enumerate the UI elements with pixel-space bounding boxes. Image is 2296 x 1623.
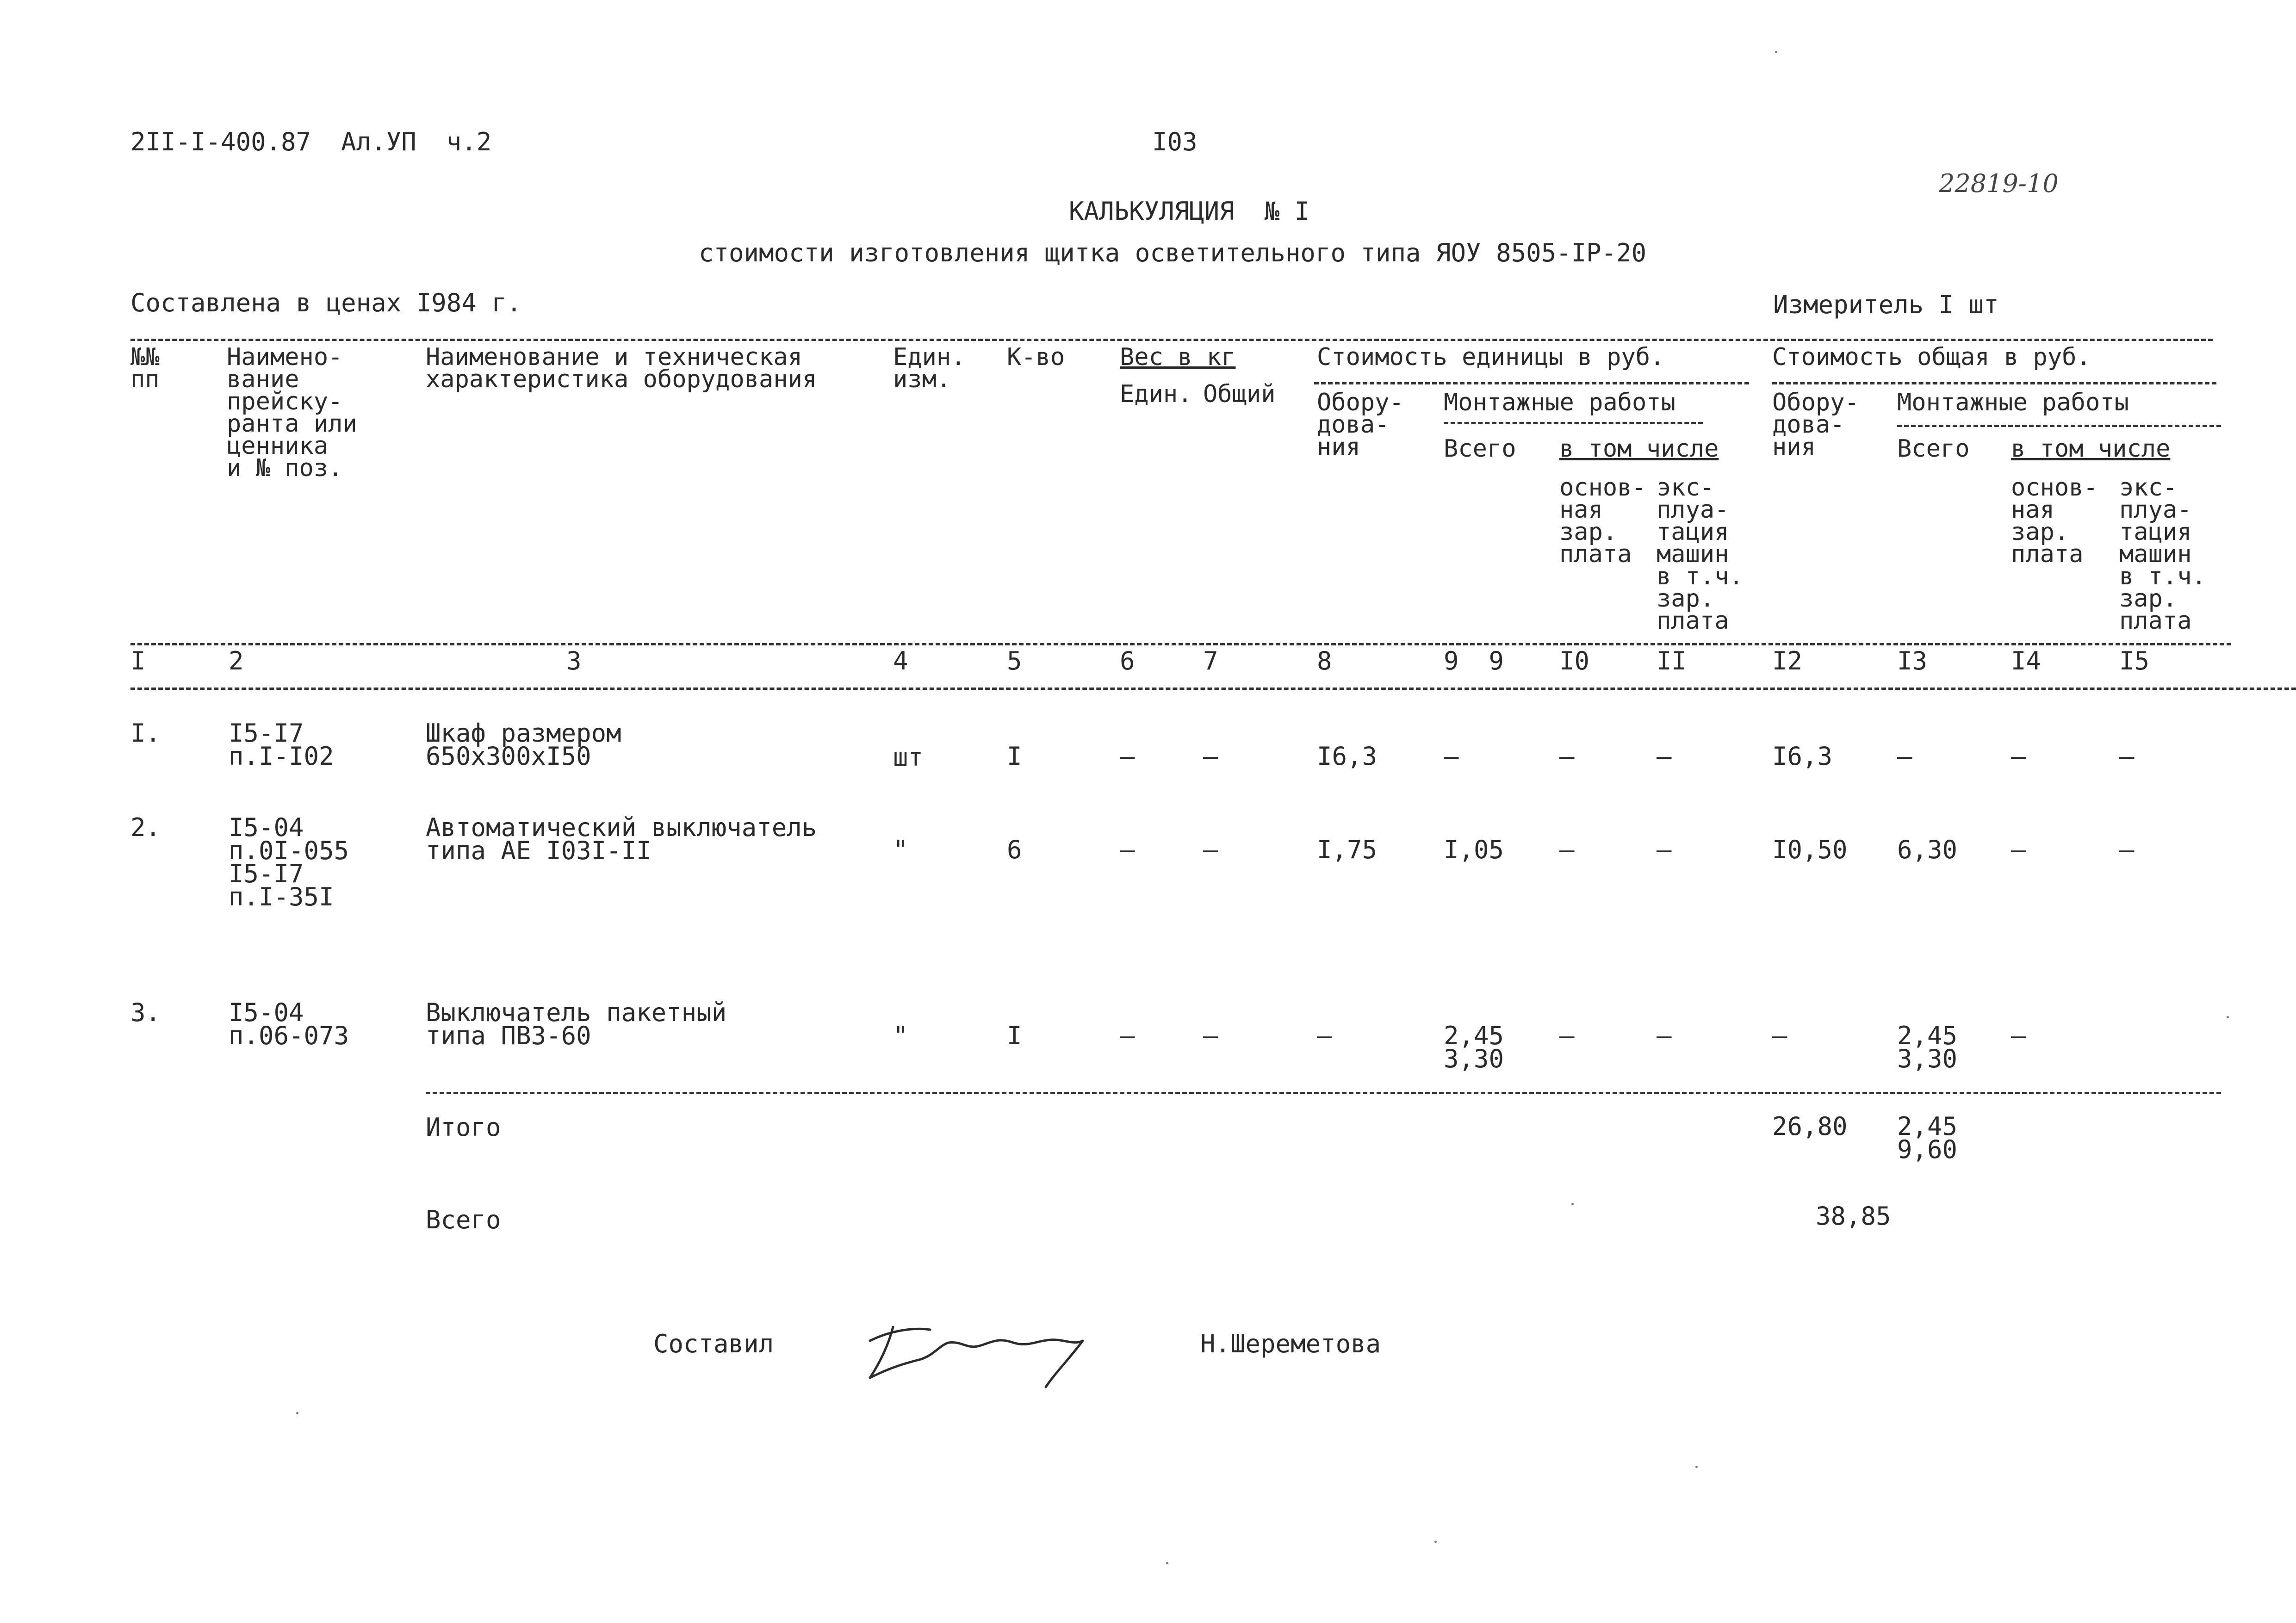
row-pricelist-ref: I5-04 п.0I-055 I5-I7 п.I-35I bbox=[229, 813, 349, 911]
row-equipment-name: Автоматический выключатель типа АЕ I03I-II bbox=[426, 813, 817, 865]
column-number: 8 bbox=[1317, 646, 1332, 675]
col-weight-unit-header: Един. bbox=[1120, 380, 1192, 408]
row-total-salary: – bbox=[2011, 742, 2026, 771]
scan-speck bbox=[1775, 51, 1777, 53]
row-total-mount: 2,45 3,30 bbox=[1897, 1021, 1958, 1073]
including-header: в том числе bbox=[1559, 435, 1719, 463]
totals-rule bbox=[426, 1092, 2221, 1094]
header-bottom-rule bbox=[130, 643, 2231, 645]
column-number: 6 bbox=[1120, 646, 1135, 675]
row-weight-total: – bbox=[1203, 742, 1218, 771]
row-machines: – bbox=[1657, 835, 1672, 864]
mount-rule bbox=[1444, 422, 1703, 424]
compiled-by-label: Составил bbox=[653, 1329, 774, 1358]
row-machines: – bbox=[1657, 1021, 1672, 1050]
subtotal-equip: 26,80 bbox=[1772, 1112, 1848, 1141]
row-equip-cost: I,75 bbox=[1317, 835, 1378, 864]
row-mount-total: – bbox=[1444, 742, 1459, 771]
column-number: 9 9 bbox=[1444, 646, 1504, 675]
row-number: 3. bbox=[130, 998, 161, 1027]
col-pricelist-header: Наимено- вание прейску- ранта или ценника и № поз. bbox=[227, 343, 357, 482]
table-top-rule bbox=[130, 339, 2213, 341]
row-total-equip: I6,3 bbox=[1772, 742, 1833, 771]
row-unit: " bbox=[893, 1021, 908, 1050]
unit-cost-header: Стоимость единицы в руб. bbox=[1317, 343, 1665, 371]
page-number: I03 bbox=[1152, 127, 1198, 156]
column-number: I bbox=[130, 646, 146, 675]
row-quantity: 6 bbox=[1007, 835, 1022, 864]
document-subtitle: стоимости изготовления щитка осветительного типа ЯОУ 8505-IР-20 bbox=[699, 238, 1647, 267]
col-weight-total-header: Общий bbox=[1203, 380, 1276, 408]
col-mount-total-header: Всего bbox=[1444, 435, 1516, 463]
subtotal-label: Итого bbox=[426, 1113, 501, 1142]
column-number: 2 bbox=[229, 646, 244, 675]
grand-total-label: Всего bbox=[426, 1205, 501, 1234]
scan-speck bbox=[1695, 1466, 1698, 1468]
row-total-equip: I0,50 bbox=[1772, 835, 1848, 864]
row-total-machines: – bbox=[2119, 742, 2135, 771]
row-quantity: I bbox=[1007, 1021, 1022, 1050]
col-machines-header: экс- плуа- тация машин в т.ч. зар. плата bbox=[1657, 474, 1744, 635]
compiled-by-name: Н.Шереметова bbox=[1200, 1329, 1381, 1358]
column-number: 4 bbox=[893, 646, 908, 675]
scan-speck bbox=[1571, 1203, 1574, 1205]
row-quantity: I bbox=[1007, 742, 1022, 771]
row-equipment-name: Выключатель пакетный типа ПВЗ-60 bbox=[426, 998, 727, 1050]
including-total-header: в том числе bbox=[2011, 435, 2171, 463]
column-number: I2 bbox=[1772, 646, 1803, 675]
column-number: II bbox=[1657, 646, 1687, 675]
subtotal-mount: 2,45 9,60 bbox=[1897, 1112, 1958, 1164]
row-number: 2. bbox=[130, 813, 161, 842]
row-total-salary: – bbox=[2011, 1021, 2026, 1050]
col-unit-header: Един. изм. bbox=[893, 343, 966, 393]
column-number: 5 bbox=[1007, 646, 1022, 675]
column-number: 7 bbox=[1203, 646, 1218, 675]
column-number: I3 bbox=[1897, 646, 1928, 675]
row-equip-cost: I6,3 bbox=[1317, 742, 1378, 771]
unit-cost-rule bbox=[1314, 382, 1749, 384]
row-pricelist-ref: I5-I7 п.I-I02 bbox=[229, 719, 334, 771]
column-numbers-rule bbox=[130, 688, 2296, 690]
col-total-mount-header: Всего bbox=[1897, 435, 1970, 463]
archive-stamp: 22819-10 bbox=[1939, 169, 2059, 198]
row-unit: шт bbox=[893, 743, 924, 772]
column-number: I0 bbox=[1559, 646, 1590, 675]
row-weight-total: – bbox=[1203, 835, 1218, 864]
grand-total-value: 38,85 bbox=[1816, 1202, 1891, 1231]
row-total-mount: – bbox=[1897, 742, 1912, 771]
col-equip-header: Обору- дова- ния bbox=[1317, 389, 1404, 461]
row-pricelist-ref: I5-04 п.06-073 bbox=[229, 998, 349, 1050]
row-total-mount: 6,30 bbox=[1897, 835, 1958, 864]
total-cost-rule bbox=[1772, 382, 2216, 384]
col-salary-header: основ- ная зар. плата bbox=[1559, 474, 1646, 568]
column-number: 3 bbox=[566, 646, 582, 675]
row-total-machines: – bbox=[2119, 835, 2135, 864]
row-salary: – bbox=[1559, 835, 1575, 864]
row-equip-cost: – bbox=[1317, 1021, 1332, 1050]
mount-rule-2 bbox=[1897, 425, 2221, 427]
signature-icon bbox=[861, 1313, 1101, 1392]
scan-speck bbox=[296, 1412, 298, 1414]
col-total-machines-header: экс- плуа- тация машин в т.ч. зар. плата bbox=[2119, 474, 2206, 635]
row-equipment-name: Шкаф размером 650х300хI50 bbox=[426, 719, 621, 771]
col-name-header: Наименование и техническая характеристика оборудования bbox=[426, 343, 817, 393]
col-total-equip-header: Обору- дова- ния bbox=[1772, 389, 1859, 461]
row-total-equip: – bbox=[1772, 1021, 1787, 1050]
scan-speck bbox=[1166, 1562, 1168, 1564]
prices-note: Составлена в ценах I984 г. bbox=[130, 288, 522, 317]
scan-speck bbox=[1434, 1541, 1437, 1543]
row-machines: – bbox=[1657, 742, 1672, 771]
col-weight-header: Вес в кг bbox=[1120, 343, 1236, 371]
row-salary: – bbox=[1559, 742, 1575, 771]
row-weight-total: – bbox=[1203, 1021, 1218, 1050]
document-code: 2II-I-400.87 Ал.УП ч.2 bbox=[130, 127, 492, 156]
row-weight-unit: – bbox=[1120, 742, 1135, 771]
row-weight-unit: – bbox=[1120, 1021, 1135, 1050]
row-total-salary: – bbox=[2011, 835, 2026, 864]
row-number: I. bbox=[130, 719, 161, 748]
measure-unit: Измеритель I шт bbox=[1773, 290, 1999, 319]
col-qty-header: К-во bbox=[1007, 343, 1065, 371]
column-number: I4 bbox=[2011, 646, 2042, 675]
row-mount-total: I,05 bbox=[1444, 835, 1504, 864]
document-title: КАЛЬКУЛЯЦИЯ № I bbox=[1069, 197, 1310, 226]
scan-speck bbox=[2227, 1016, 2229, 1018]
row-salary: – bbox=[1559, 1021, 1575, 1050]
total-cost-header: Стоимость общая в руб. bbox=[1772, 343, 2091, 371]
row-unit: " bbox=[893, 835, 908, 864]
mount-works-total-header: Монтажные работы bbox=[1897, 389, 2129, 416]
row-mount-total: 2,45 3,30 bbox=[1444, 1021, 1504, 1073]
col-number-header: №№ пп bbox=[130, 343, 160, 393]
row-weight-unit: – bbox=[1120, 835, 1135, 864]
mount-works-header: Монтажные работы bbox=[1444, 389, 1675, 416]
col-total-salary-header: основ- ная зар. плата bbox=[2011, 474, 2098, 568]
column-number: I5 bbox=[2119, 646, 2150, 675]
